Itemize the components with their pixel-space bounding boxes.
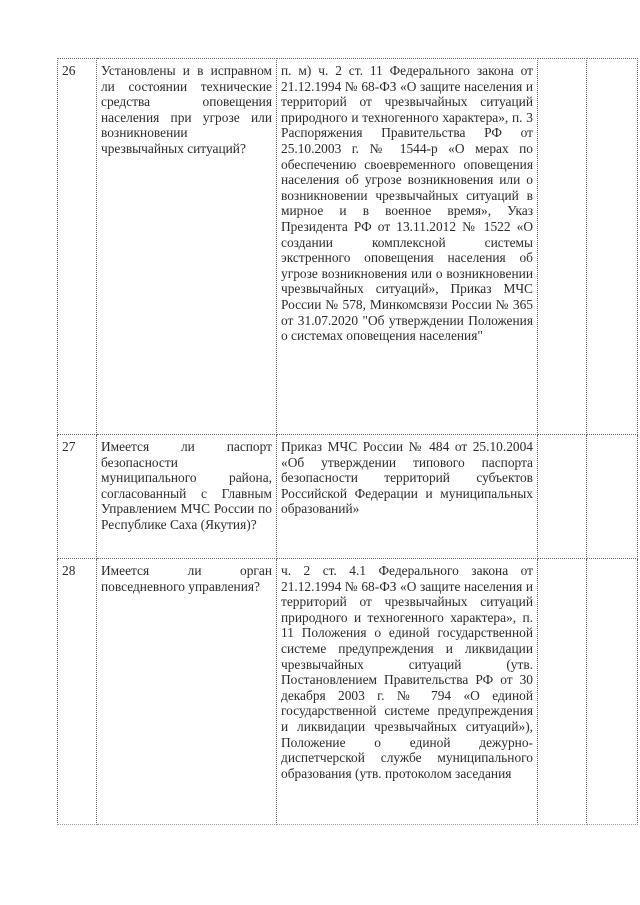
empty-cell <box>538 59 587 435</box>
empty-cell <box>538 435 587 559</box>
question-cell: Имеется ли орган повседневного управления? <box>97 559 277 825</box>
legal-basis-cell: Приказ МЧС России № 484 от 25.10.2004 «Об утверждении типового паспорта безопасности территорий субъектов Российской Федерации и муниципальных образований» <box>277 435 538 559</box>
empty-cell <box>587 435 638 559</box>
empty-cell <box>538 559 587 825</box>
legal-basis-cell: ч. 2 ст. 4.1 Федерального закона от 21.12.1994 № 68-ФЗ «О защите населения и территорий от чрезвычайных ситуаций природного и техногенного характера», п. 11 Положения о единой государственной системе предупреждения и ликвидации чрезвычайных ситуаций (утв. Постановлением Правительства РФ от 30 декабря 2003 г. № 794 «О единой государственной системе предупреждения и ликвидации чрезвычайных ситуаций»), Положение о единой дежурно-диспетчерской службе муниципального образования (утв. протоколом заседания <box>277 559 538 825</box>
row-number: 27 <box>58 435 97 559</box>
empty-cell <box>587 59 638 435</box>
requirements-table <box>57 58 638 825</box>
row-number: 26 <box>58 59 97 435</box>
question-cell: Установлены и в исправном ли состоянии технические средства оповещения населения при угрозе или возникновении чрезвычайных ситуаций? <box>97 59 277 435</box>
legal-basis-cell: п. м) ч. 2 ст. 11 Федерального закона от 21.12.1994 № 68-ФЗ «О защите населения и территорий от чрезвычайных ситуаций природного и техногенного характера», п. 3 Распоряжения Правительства РФ от 25.10.2003 г. № 1544-р «О мерах по обеспечению своевременного оповещения населения об угрозе возникновения или о возникновении чрезвычайных ситуаций в мирное и в военное время», Указ Президента РФ от 13.11.2012 № 1522 «О создании комплексной системы экстренного оповещения населения об угрозе возникновения или о возникновении чрезвычайных ситуаций», Приказ МЧС России № 578, Минкомсвязи России № 365 от 31.07.2020 "Об утверждении Положения о системах оповещения населения" <box>277 59 538 435</box>
table-row <box>58 559 638 825</box>
empty-cell <box>587 559 638 825</box>
table-row <box>58 435 638 559</box>
question-cell: Имеется ли паспорт безопасности муниципального района, согласованный с Главным Управлением МЧС России по Республике Саха (Якутия)? <box>97 435 277 559</box>
row-number: 28 <box>58 559 97 825</box>
table-row <box>58 59 638 435</box>
